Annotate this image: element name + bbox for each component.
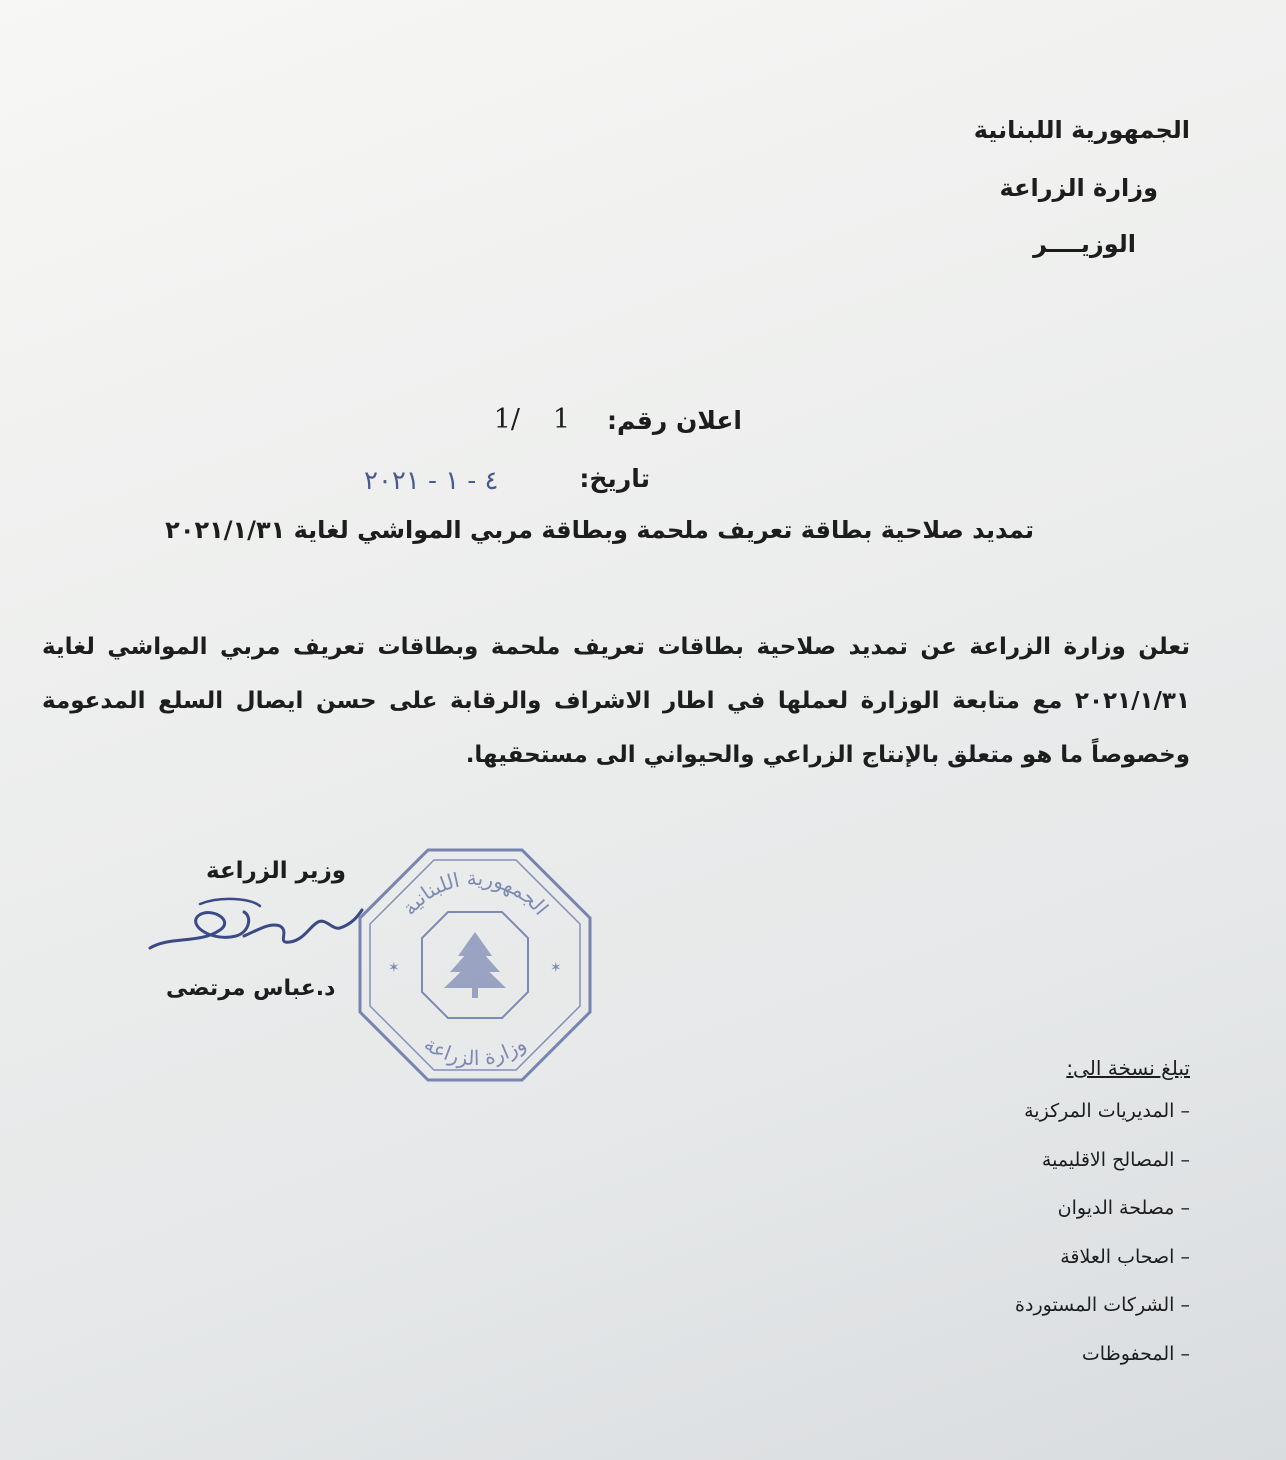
list-item: – اصحاب العلاقة <box>1015 1246 1190 1295</box>
signatory-title: وزير الزراعة <box>206 858 347 884</box>
list-item: – المديريات المركزية <box>1015 1100 1190 1149</box>
copies-title: تبلغ نسخة الى: <box>1066 1056 1190 1080</box>
header-republic: الجمهورية اللبنانية <box>973 116 1190 144</box>
seal-bottom-text: وزارة الزراعة <box>419 1031 531 1071</box>
announcement-number-part2: 1/ <box>493 404 520 435</box>
ministry-seal <box>350 840 600 1090</box>
handwritten-signature <box>140 886 370 966</box>
signatory-name: د.عباس مرتضى <box>166 976 336 1001</box>
svg-text:✶: ✶ <box>550 960 562 976</box>
header-ministry: وزارة الزراعة <box>999 174 1158 202</box>
announcement-number-part1: 1 <box>552 404 570 435</box>
body-paragraph: تعلن وزارة الزراعة عن تمديد صلاحية بطاقات تعريف ملحمة وبطاقات تعريف مربي المواشي لغاية ٢٠٢١/١/٣١ مع متابعة الوزارة لعملها في اطار الاشراف والرقابة على حسن ايصال السلع المدعومة وخصوصاً ما هو متعلق بالإنتاج الزراعي والحيواني الى مستحقيها. <box>42 634 1190 768</box>
cedar-tree-icon <box>444 932 506 998</box>
date-value: ٤ - ١ - ٢٠٢١ <box>364 466 499 496</box>
list-item: – مصلحة الديوان <box>1015 1197 1190 1246</box>
svg-text:وزارة الزراعة <box>420 1032 530 1070</box>
list-item: – المصالح الاقليمية <box>1015 1149 1190 1198</box>
copies-list <box>1015 1100 1190 1391</box>
svg-text:✶: ✶ <box>388 960 400 976</box>
subject-line: تمديد صلاحية بطاقة تعريف ملحمة وبطاقة مربي المواشي لغاية ٢٠٢١/١/٣١ <box>165 516 1034 544</box>
date-label: تاريخ: <box>579 464 650 493</box>
header-minister: الوزيــــر <box>1033 230 1136 258</box>
list-item: – المحفوظات <box>1015 1343 1190 1392</box>
seal-top-text: الجمهورية اللبنانية <box>396 865 554 920</box>
list-item: – الشركات المستوردة <box>1015 1294 1190 1343</box>
announcement-label: اعلان رقم: <box>606 406 742 435</box>
